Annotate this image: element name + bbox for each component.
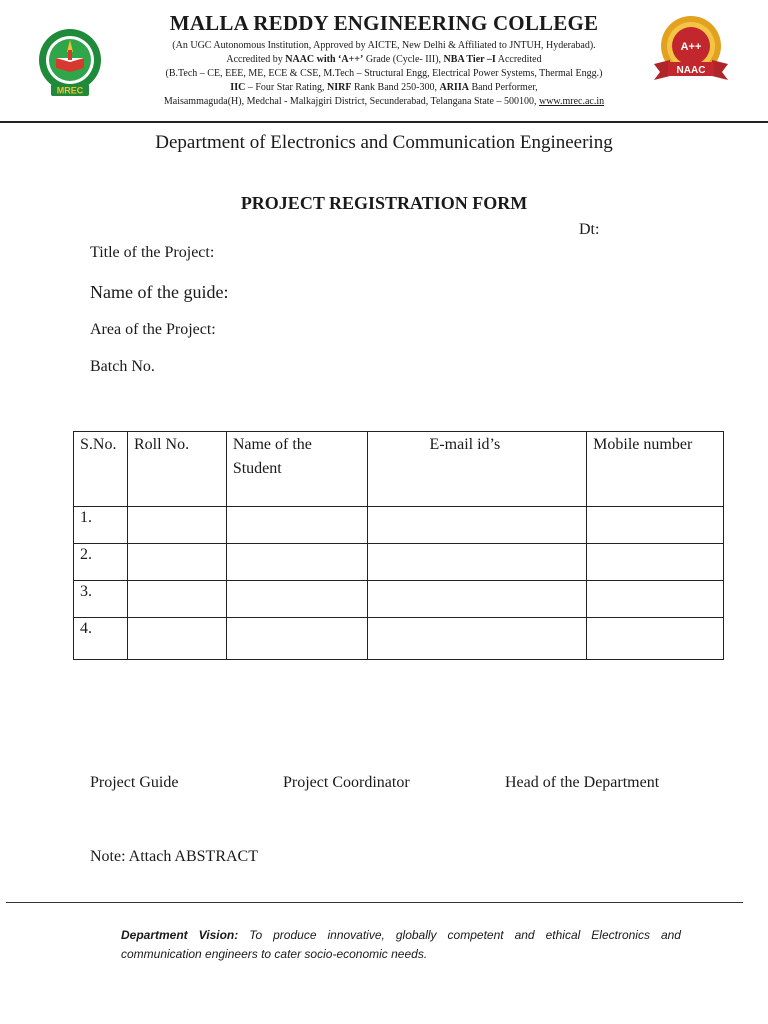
name-cell — [226, 507, 367, 544]
email-cell — [367, 507, 587, 544]
project-coordinator-signature: Project Coordinator — [283, 774, 410, 791]
website-link[interactable]: www.mrec.ac.in — [538, 96, 605, 107]
college-name: MALLA REDDY ENGINEERING COLLEGE — [169, 11, 599, 35]
mobile-cell — [587, 507, 724, 544]
name-cell — [226, 581, 367, 618]
naac-text: NAAC — [676, 65, 706, 76]
name-cell — [226, 618, 367, 660]
mobile-cell — [587, 618, 724, 660]
header-line-3: (B.Tech – CE, EEE, ME, ECE & CSE, M.Tech – Structural Engg, Electrical Power Systems, Thermal Engg.) — [165, 68, 603, 79]
form-title: PROJECT REGISTRATION FORM — [240, 193, 528, 213]
name-cell — [226, 544, 367, 581]
hod-signature: Head of the Department — [505, 774, 660, 791]
project-title-label: Title of the Project: — [90, 244, 215, 261]
naac-grade: A++ — [680, 41, 702, 53]
header-line-1: (An UGC Autonomous Institution, Approved by AICTE, New Delhi & Affiliated to JNTUH, Hyderabad). — [172, 40, 596, 51]
batch-number-label: Batch No. — [90, 358, 155, 375]
department-title: Department of Electronics and Communication Engineering — [155, 132, 613, 153]
roll-cell — [127, 618, 226, 660]
mobile-cell — [587, 544, 724, 581]
mobile-cell — [587, 581, 724, 618]
project-guide-signature: Project Guide — [90, 774, 179, 791]
table-header-row — [74, 432, 724, 507]
row-number: 1. — [74, 507, 128, 544]
footer-divider — [6, 902, 743, 903]
roll-cell — [127, 581, 226, 618]
table-row — [74, 618, 724, 660]
header-sno: S.No. — [74, 432, 128, 507]
roll-cell — [127, 507, 226, 544]
date-label: Dt: — [579, 221, 600, 238]
roll-cell — [127, 544, 226, 581]
project-area-label: Area of the Project: — [90, 321, 216, 338]
student-table — [73, 431, 724, 660]
header-line-2: Accredited by NAAC with ‘A++’ Grade (Cycle- III), NBA Tier –I Accredited — [226, 54, 542, 65]
email-cell — [367, 581, 587, 618]
header-mobile: Mobile number — [587, 432, 724, 507]
header-divider — [0, 121, 768, 123]
guide-name-label: Name of the guide: — [90, 282, 229, 302]
header-line-5: Maisammaguda(H), Medchal - Malkajgiri District, Secunderabad, Telangana State – 500100, www.mrec.ac.in — [163, 96, 605, 107]
table-row — [74, 544, 724, 581]
header-line-4: IIC – Four Star Rating, NIRF Rank Band 250-300, ARIIA Band Performer, — [230, 82, 538, 93]
abstract-note: Note: Attach ABSTRACT — [90, 848, 258, 865]
department-vision — [121, 926, 681, 964]
row-number: 4. — [74, 618, 128, 660]
email-cell — [367, 544, 587, 581]
mrec-logo-text: MREC — [56, 85, 84, 96]
header-email: E-mail id’s — [367, 432, 587, 507]
row-number: 2. — [74, 544, 128, 581]
email-cell — [367, 618, 587, 660]
table-row — [74, 581, 724, 618]
vision-label: Department Vision: — [121, 928, 239, 942]
header-name: Name of the Student — [226, 432, 367, 507]
header-roll: Roll No. — [127, 432, 226, 507]
table-row — [74, 507, 724, 544]
vision-text: To produce innovative, globally competent and ethical Electronics and communication engineers to cater socio-economic needs. — [121, 928, 681, 961]
row-number: 3. — [74, 581, 128, 618]
